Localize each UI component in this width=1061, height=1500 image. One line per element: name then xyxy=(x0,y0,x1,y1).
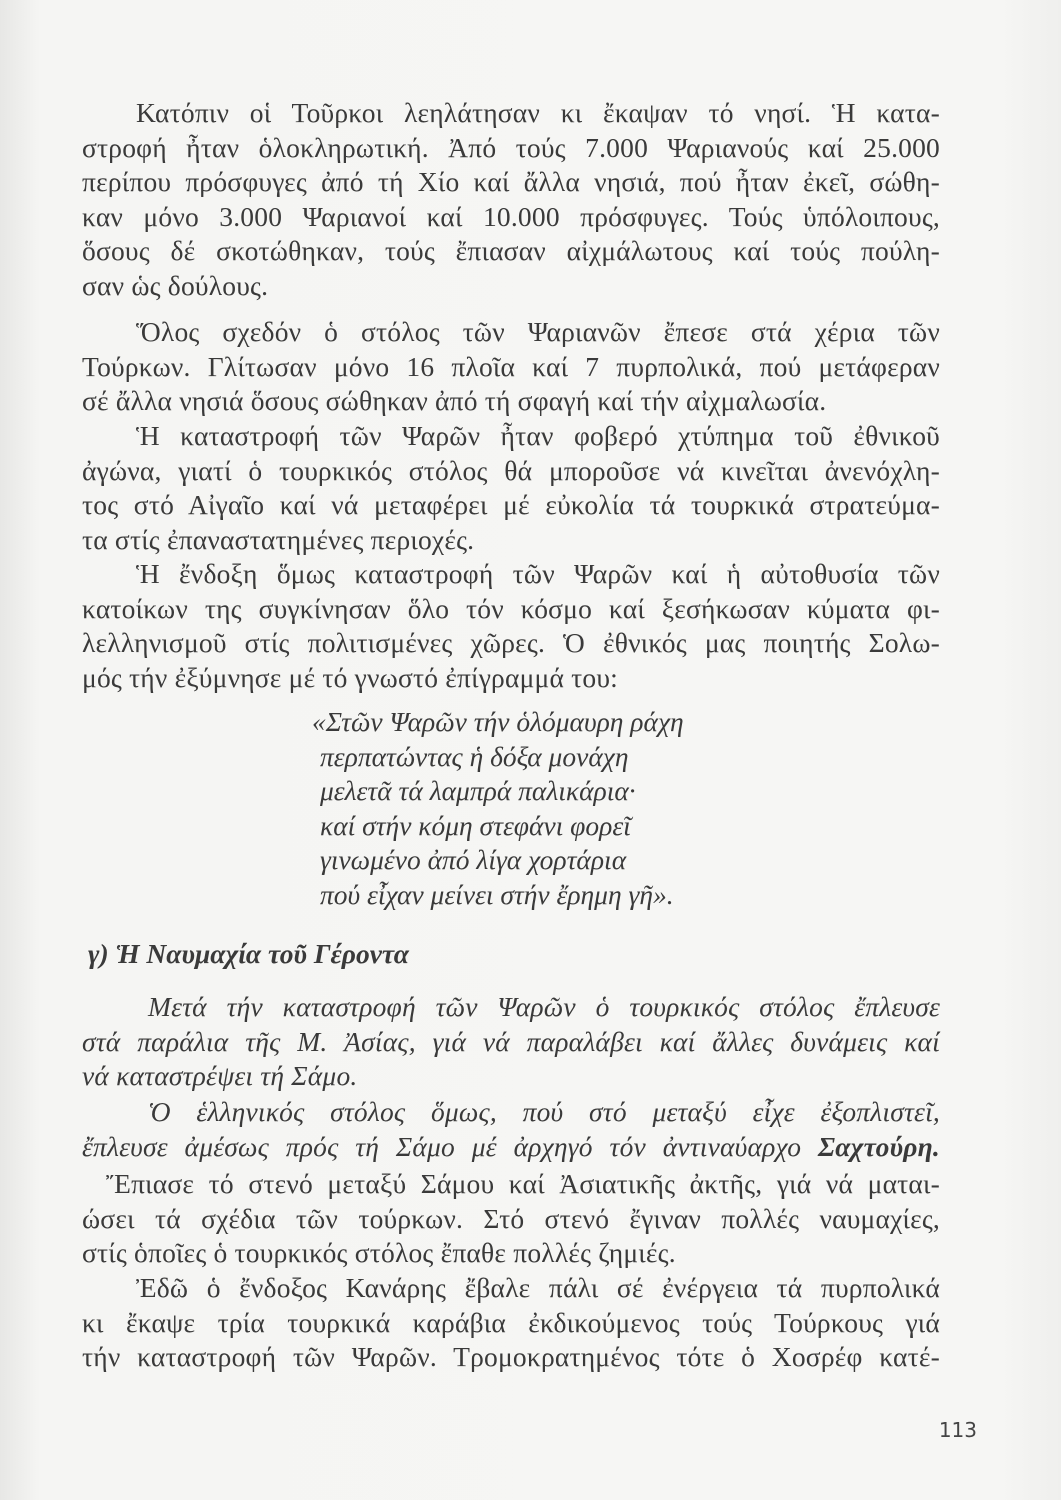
poem-line: περπατώντας ἡ δόξα μονάχη xyxy=(320,740,629,772)
poem-line: «Στῶν Ψαρῶν τήν ὁλόμαυρη ράχη xyxy=(312,706,684,737)
paragraph-3 xyxy=(82,419,940,557)
text-line: Τούρκων. Γλίτωσαν μόνο 16 πλοῖα καί 7 πυρπολικά, πού μετάφεραν xyxy=(82,350,940,382)
text-line: τα στίς ἐπαναστατημένες περιοχές. xyxy=(82,523,475,555)
paragraph-6 xyxy=(82,1095,940,1164)
text-line: Μετά τήν καταστροφή τῶν Ψαρῶν ὁ τουρκικός στόλος ἔπλευσε xyxy=(148,991,940,1022)
paragraph-8 xyxy=(82,1271,940,1375)
section-heading: γ) Ἡ Ναυμαχία τοῦ Γέροντα xyxy=(88,938,409,969)
poem-line: μελετᾶ τά λαμπρά παλικάρια· xyxy=(320,775,636,806)
text-line: ώσει τά σχέδια τῶν τούρκων. Στό στενό ἔγιναν πολλές ναυμαχίες, xyxy=(82,1202,940,1234)
text-line: σαν ὡς δούλους. xyxy=(82,269,269,301)
text-line: τήν καταστροφή τῶν Ψαρῶν. Τρομοκρατημένος τότε ὁ Χοσρέφ κατέ- xyxy=(82,1341,940,1372)
poem-line: πού εἶχαν μείνει στήν ἔρημη γῆ». xyxy=(320,878,674,910)
text-line: καν μόνο 3.000 Ψαριανοί καί 10.000 πρόσφυγες. Τούς ὑπόλοιπους, xyxy=(82,200,940,232)
text-segment: ἔπλευσε ἀμέσως πρός τή Σάμο μέ ἀρχηγό τόν ἀντιναύαρχο xyxy=(82,1130,818,1162)
paragraph-1 xyxy=(82,96,940,303)
text-line: Ἔπιασε τό στενό μεταξύ Σάμου καί Ἀσιατικῆς ἀκτῆς, γιά νά μαται- xyxy=(106,1168,940,1199)
text-line: στροφή ἦταν ὁλοκληρωτική. Ἀπό τούς 7.000 Ψαριανούς καί 25.000 xyxy=(82,131,940,163)
text-line xyxy=(82,1130,940,1165)
poem-line: γινωμένο ἀπό λίγα χορτάρια xyxy=(320,844,627,875)
text-line: λελληνισμοῦ στίς πολιτισμένες χῶρες. Ὁ ἐθνικός μας ποιητής Σολω- xyxy=(82,627,940,658)
text-line: Κατόπιν οἱ Τοῦρκοι λεηλάτησαν κι ἔκαψαν τό νησί. Ἡ κατα- xyxy=(136,97,940,128)
text-line: Ἡ καταστροφή τῶν Ψαρῶν ἦταν φοβερό χτύπημα τοῦ ἐθνικοῦ xyxy=(136,420,940,451)
paragraph-2 xyxy=(82,315,940,419)
paragraph-7 xyxy=(82,1167,940,1271)
text-line: σέ ἄλλα νησιά ὅσους σώθηκαν ἀπό τή σφαγή καί τήν αἰχμαλωσία. xyxy=(82,385,827,416)
text-line: στά παράλια τῆς Μ. Ἀσίας, γιά νά παραλάβει καί ἄλλες δυνάμεις καί xyxy=(82,1025,940,1057)
admiral-name: Σαχτούρη. xyxy=(818,1130,940,1162)
text-line: κατοίκων της συγκίνησαν ὅλο τόν κόσμο καί ξεσήκωσαν κύματα φι- xyxy=(82,592,940,624)
paragraph-4 xyxy=(82,557,940,695)
text-line: Ὁ ἑλληνικός στόλος ὅμως, πού στό μεταξύ εἶχε ἐξοπλιστεῖ, xyxy=(148,1096,940,1127)
poem-line: καί στήν κόμη στεφάνι φορεῖ xyxy=(320,809,631,841)
epigram-poem xyxy=(312,705,832,912)
text-line: ἀγώνα, γιατί ὁ τουρκικός στόλος θά μποροῦσε νά κινεῖται ἀνενόχλη- xyxy=(82,454,940,486)
text-line: ὅσους δέ σκοτώθηκαν, τούς ἔπιασαν αἰχμάλωτους καί τούς πούλη- xyxy=(82,235,940,266)
text-line: μός τήν ἐξύμνησε μέ τό γνωστό ἐπίγραμμά του: xyxy=(82,661,618,693)
text-line: τος στό Αἰγαῖο καί νά μεταφέρει μέ εὐκολία τά τουρκικά στρατεύμα- xyxy=(82,489,940,520)
text-line: κι ἔκαψε τρία τουρκικά καράβια ἐκδικούμενος τούς Τούρκους γιά xyxy=(82,1306,940,1338)
text-line: Ἐδῶ ὁ ἔνδοξος Κανάρης ἔβαλε πάλι σέ ἐνέργεια τά πυρπολικά xyxy=(136,1272,940,1303)
paragraph-5 xyxy=(82,990,940,1094)
text-line: περίπου πρόσφυγες ἀπό τή Χίο καί ἄλλα νησιά, πού ἦταν ἐκεῖ, σώθη- xyxy=(82,166,940,197)
text-line: νά καταστρέψει τή Σάμο. xyxy=(82,1060,358,1091)
text-line: στίς ὁποῖες ὁ τουρκικός στόλος ἔπαθε πολλές ζημιές. xyxy=(82,1237,676,1268)
page-number: 113 xyxy=(938,1418,977,1442)
text-line: Ὅλος σχεδόν ὁ στόλος τῶν Ψαριανῶν ἔπεσε στά χέρια τῶν xyxy=(136,316,940,347)
text-line: Ἡ ἔνδοξη ὅμως καταστροφή τῶν Ψαρῶν καί ἡ αὐτοθυσία τῶν xyxy=(136,558,940,589)
